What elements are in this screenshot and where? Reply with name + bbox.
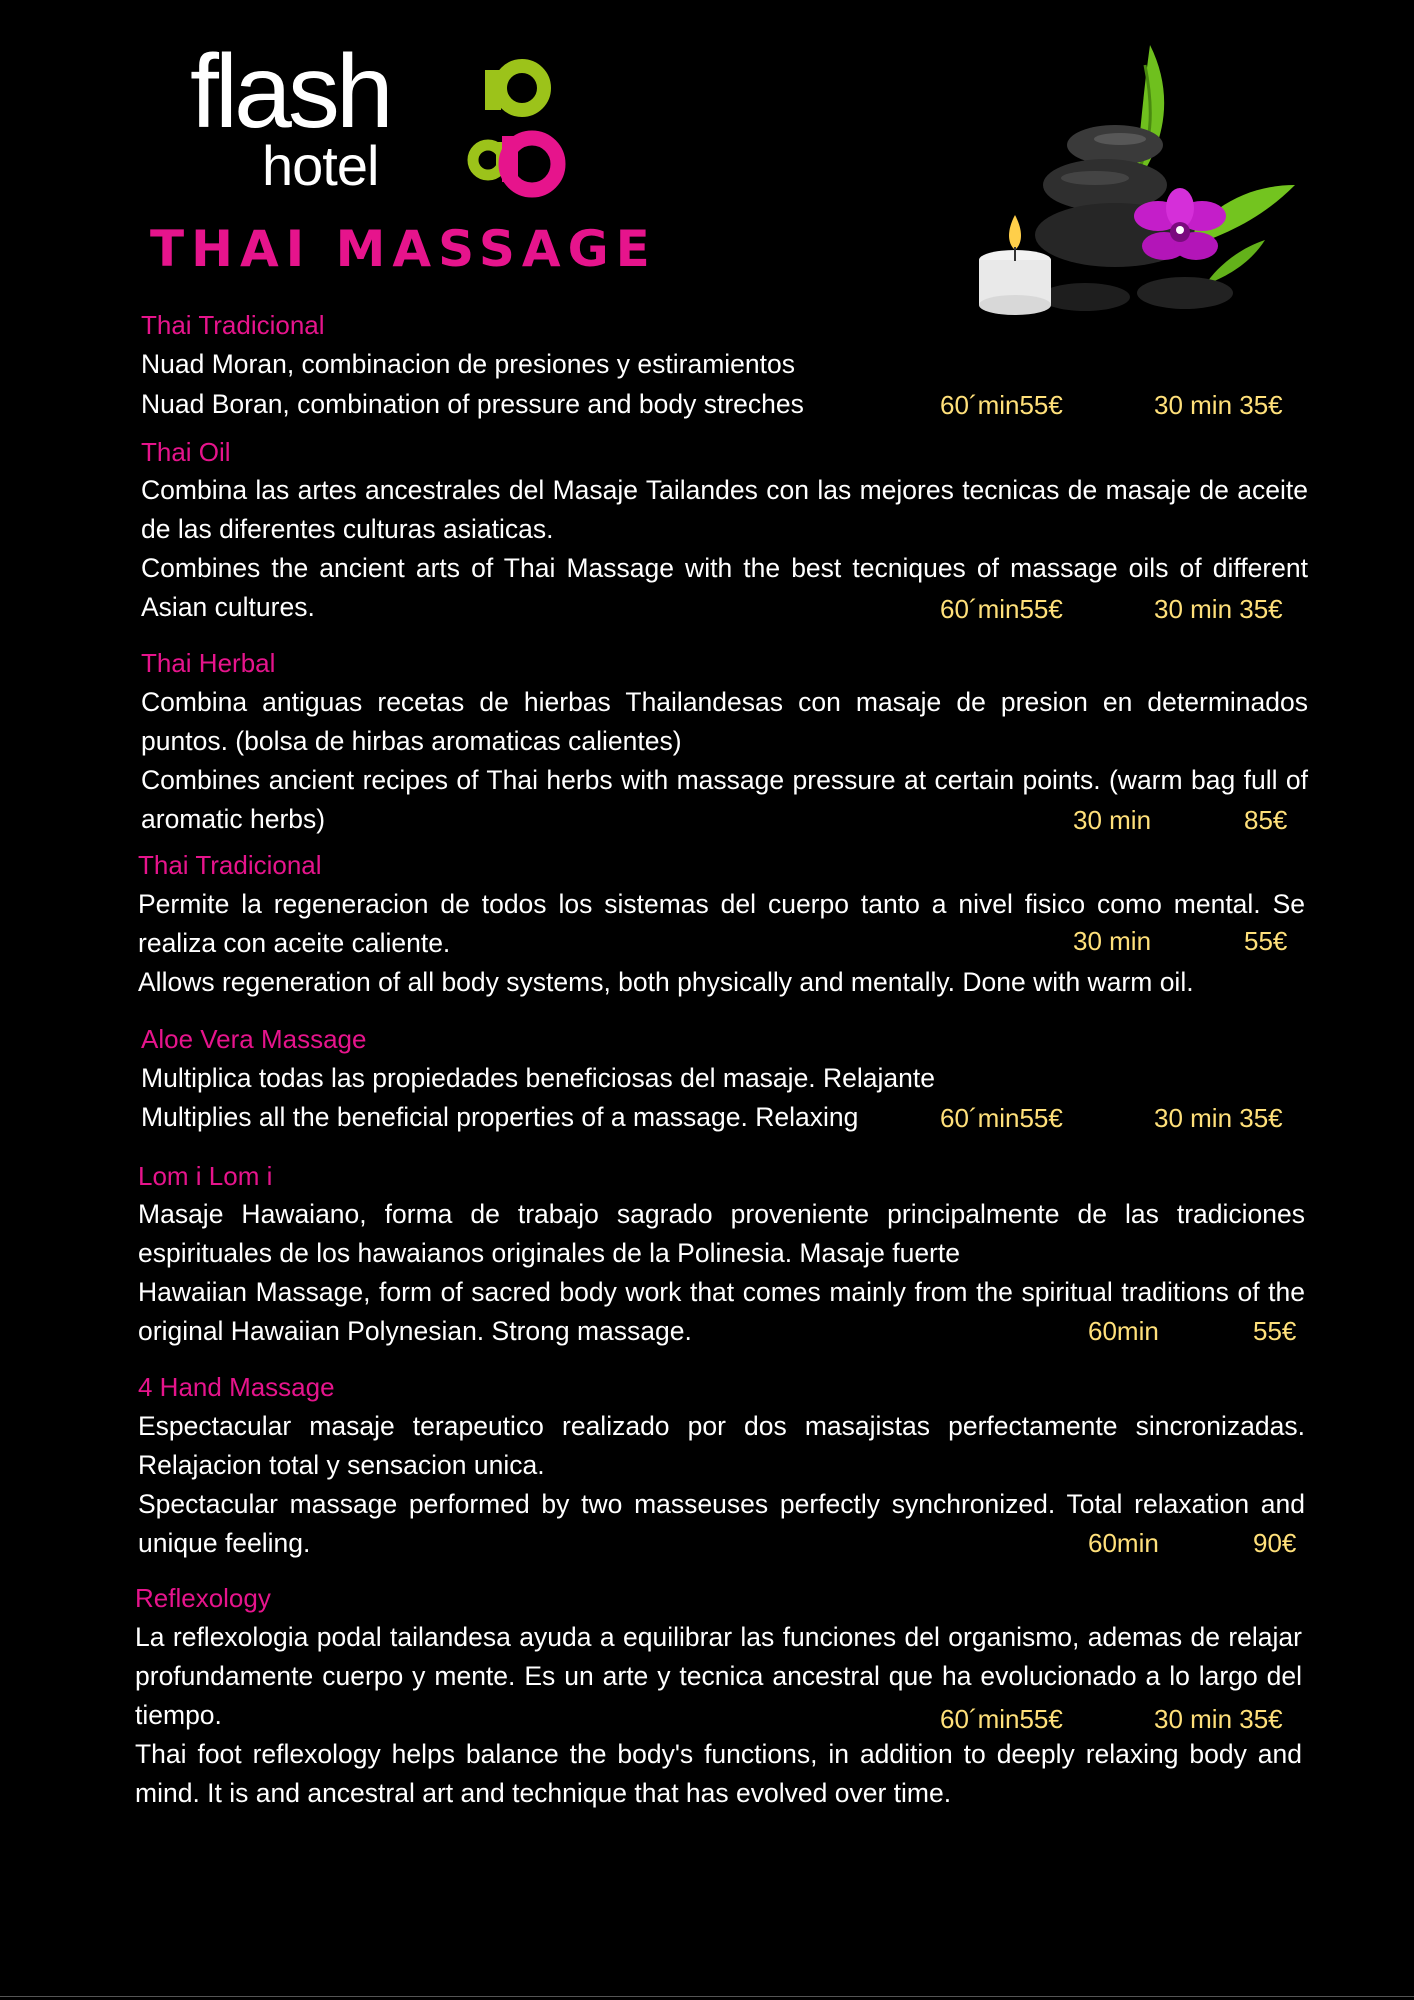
service-6-duration: 60min [1088,1316,1159,1346]
page-bottom-divider [0,1996,1414,1997]
flash-hotel-logo [190,34,570,210]
service-1-line-es: Nuad Moran, combinacion de presiones y estiramientos [141,349,795,379]
service-4-text-en: Allows regeneration of all body systems, both physically and mentally. Done with warm oil. [138,967,1194,997]
logo-rings-icon [462,50,572,210]
service-2-text-en: Combines the ancient arts of Thai Massage with the best tecniques of massage oils of different Asian cultures. [141,553,1308,622]
spa-stones-candle-orchid-icon [965,35,1305,325]
service-2-price-30: 30 min 35€ [1154,594,1283,624]
service-1-title: Thai Tradicional [141,310,325,340]
service-5-title: Aloe Vera Massage [141,1024,367,1054]
service-6-text-en: Hawaiian Massage, form of sacred body work that comes mainly from the spiritual traditions of the original Hawaiian Polynesian. Strong massage. [138,1277,1305,1346]
service-3-duration: 30 min [1073,805,1152,835]
service-2-text-es: Combina las artes ancestrales del Masaje Tailandes con las mejores tecnicas de masaje de aceite de las diferentes culturas asiaticas. [141,475,1308,544]
service-3-text-es: Combina antiguas recetas de hierbas Thailandesas con masaje de presion en determinados puntos. (bolsa de hirbas aromaticas calientes) [141,687,1308,756]
service-8-text-es: La reflexologia podal tailandesa ayuda a equilibrar las funciones del organismo, ademas de relajar profundamente cuerpo y mente. Es un arte y tecnica ancestral que ha evolucionado a lo largo del tiempo. [135,1622,1302,1730]
service-4-price: 55€ [1244,926,1288,956]
service-5-line-en: Multiplies all the beneficial properties of a massage. Relaxing [141,1102,859,1132]
service-7-title: 4 Hand Massage [138,1372,335,1402]
page-title: THAI MASSAGE [150,220,657,278]
service-6-title: Lom i Lom i [138,1161,273,1191]
service-3-price: 85€ [1244,805,1288,835]
service-4-title: Thai Tradicional [138,850,322,880]
service-6-price: 55€ [1253,1316,1297,1346]
service-4-duration: 30 min [1073,926,1152,956]
service-7-duration: 60min [1088,1528,1159,1558]
service-4-text-es: Permite la regeneracion de todos los sistemas del cuerpo tanto a nivel fisico como mental. Se realiza con aceite caliente. [138,889,1305,958]
service-7-text-es: Espectacular masaje terapeutico realizado por dos masajistas perfectamente sincronizadas. Relajacion total y sensacion unica. [138,1411,1305,1480]
service-8-text-en: Thai foot reflexology helps balance the body's functions, in addition to deeply relaxing body and mind. It is and ancestral art and technique that has evolved over time. [135,1739,1302,1808]
service-1-price-60: 60´min55€ [940,390,1063,420]
service-1-line-en: Nuad Boran, combination of pressure and body streches [141,389,804,419]
service-1-price-30: 30 min 35€ [1154,390,1283,420]
service-5-price-30: 30 min 35€ [1154,1103,1283,1133]
service-8-price-60: 60´min55€ [940,1704,1063,1734]
service-2-title: Thai Oil [141,437,231,467]
logo-hotel-text: hotel [262,134,379,197]
service-2-price-60: 60´min55€ [940,594,1063,624]
service-3-text-en: Combines ancient recipes of Thai herbs with massage pressure at certain points. (warm bag full of aromatic herbs) [141,765,1308,834]
service-5-price-60: 60´min55€ [940,1103,1063,1133]
service-7-price: 90€ [1253,1528,1297,1558]
service-6-text-es: Masaje Hawaiano, forma de trabajo sagrado proveniente principalmente de las tradiciones espirituales de los hawaianos originales de la Polinesia. Masaje fuerte [138,1199,1305,1268]
service-8-price-30: 30 min 35€ [1154,1704,1283,1734]
service-3-title: Thai Herbal [141,648,276,678]
service-8-title: Reflexology [135,1583,271,1613]
logo-flash-text: flash [190,34,390,150]
service-7-text-en: Spectacular massage performed by two masseuses perfectly synchronized. Total relaxation and unique feeling. [138,1489,1305,1558]
service-5-line-es: Multiplica todas las propiedades beneficiosas del masaje. Relajante [141,1063,935,1093]
